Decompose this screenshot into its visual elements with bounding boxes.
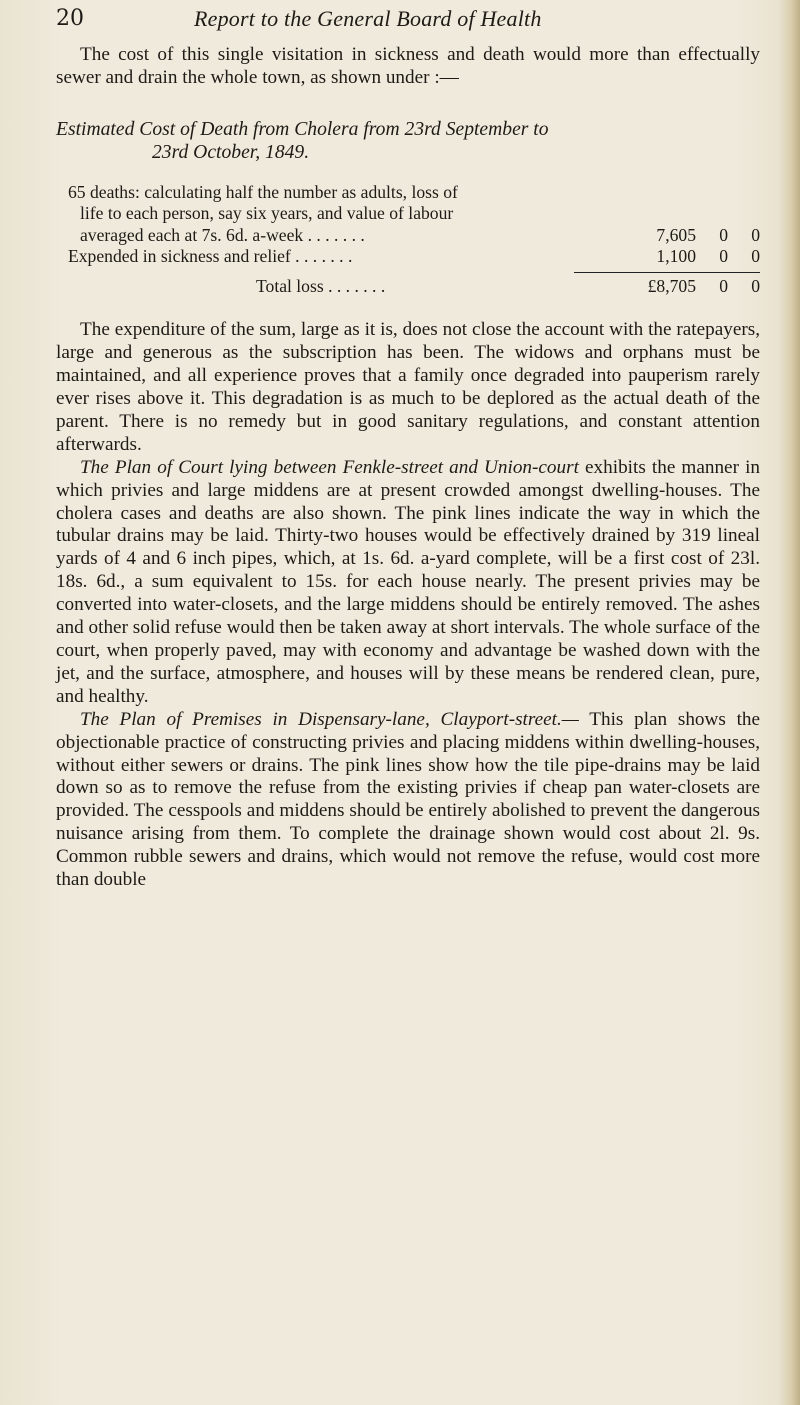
total-pounds: £8,705: [647, 275, 696, 296]
cost-row: [56, 225, 760, 247]
pounds-value: 7,605: [656, 224, 696, 245]
plan-body-dispensary: This plan shows the objectionable practice of constructing privies and placing middens within dwelling-houses, without either sewers or drains. The pink lines show how the tile pipe-drains may be laid down so as to remove the refuse from the existing privies if cheap pan water-closets are provided. The cesspools and middens should be entirely abolished to prevent the dangerous nuisance arising from them. To complete the drainage shown would cost about 2l. 9s. Common rubble sewers and drains, which would not remove the refuse, would cost more than double: [56, 708, 761, 891]
body-text: [56, 319, 760, 892]
paragraph-expenditure: The expenditure of the sum, large as it is, does not close the account with the ratepayers, large and generous as the subscription has been. The widows and orphans must be maintained, and all experience proves that a family once degraded into pauperism rarely ever rises above it. This degradation is as much to be deplored as the actual death of the parent. There is no remedy but in good sanitary regulations, and constant attention afterwards.: [56, 319, 760, 455]
estimate-title-line1: Estimated Cost of Death from Cholera from 23rd September to: [56, 118, 549, 140]
pence-value: 0: [751, 224, 760, 245]
intro-paragraph: The cost of this single visitation in sickness and death would more than effectually sewer and drain the whole town, as shown under :—: [56, 44, 760, 88]
cost-row-desc-line: Expended in sickness and relief . . . . . . .: [68, 246, 353, 267]
estimate-title-line2: 23rd October, 1849.: [152, 141, 310, 163]
pounds-value: 1,100: [656, 246, 696, 267]
pence-value: 0: [751, 246, 760, 267]
plan-body-fenkle: exhibits the manner in which privies and large middens are at present crowded amongst dwelling-houses. The cholera cases and deaths are also shown. The pink lines indicate the way in which the tubular drains may be laid. Thirty-two houses would be effectively drained by 319 lineal yards of 4 and 6 inch pipes, which, at 1s. 6d. a-yard complete, will be a first cost of 23l. 18s. 6d., a sum equivalent to 15s. for each house nearly. The present privies may be converted into water-closets, and the large middens should be entirely removed. The ashes and other solid refuse would then be taken away at short intervals. The whole surface of the court, when properly paved, may with economy and advantage be washed down with the jet, and the surface, atmosphere, and houses will by these means be rendered clean, pure, and healthy.: [56, 456, 760, 707]
total-pence: 0: [751, 275, 760, 296]
page-number: 20: [56, 6, 84, 31]
cost-row-desc-line: averaged each at 7s. 6d. a-week . . . . . . .: [80, 224, 365, 245]
plan-title-dispensary: The Plan of Premises in Dispensary-lane, Clayport-street.—: [80, 708, 579, 730]
total-shillings: 0: [719, 275, 728, 296]
page-edge-shadow: [778, 0, 800, 1405]
shillings-value: 0: [719, 224, 728, 245]
estimate-title: [56, 118, 760, 164]
cost-row: [56, 203, 760, 225]
shillings-value: 0: [719, 246, 728, 267]
cost-table: [56, 182, 760, 298]
cost-row-desc-line: life to each person, say six years, and value of labour: [80, 203, 454, 224]
cost-row: [56, 182, 760, 204]
cost-row: [56, 246, 760, 268]
total-label: Total loss . . . . . . .: [256, 275, 386, 296]
cost-row-desc-line: 65 deaths: calculating half the number as adults, loss of: [68, 181, 458, 202]
paragraph-dispensary-lane: [56, 709, 760, 892]
page-header: [56, 6, 760, 40]
sum-rule: [56, 268, 760, 276]
plan-title-fenkle: The Plan of Court lying between Fenkle-street and Union-court: [80, 456, 579, 478]
total-row: [56, 276, 760, 298]
running-head: Report to the General Board of Health: [194, 6, 542, 31]
page-content: [56, 44, 760, 892]
paragraph-fenkle-street: [56, 457, 760, 709]
